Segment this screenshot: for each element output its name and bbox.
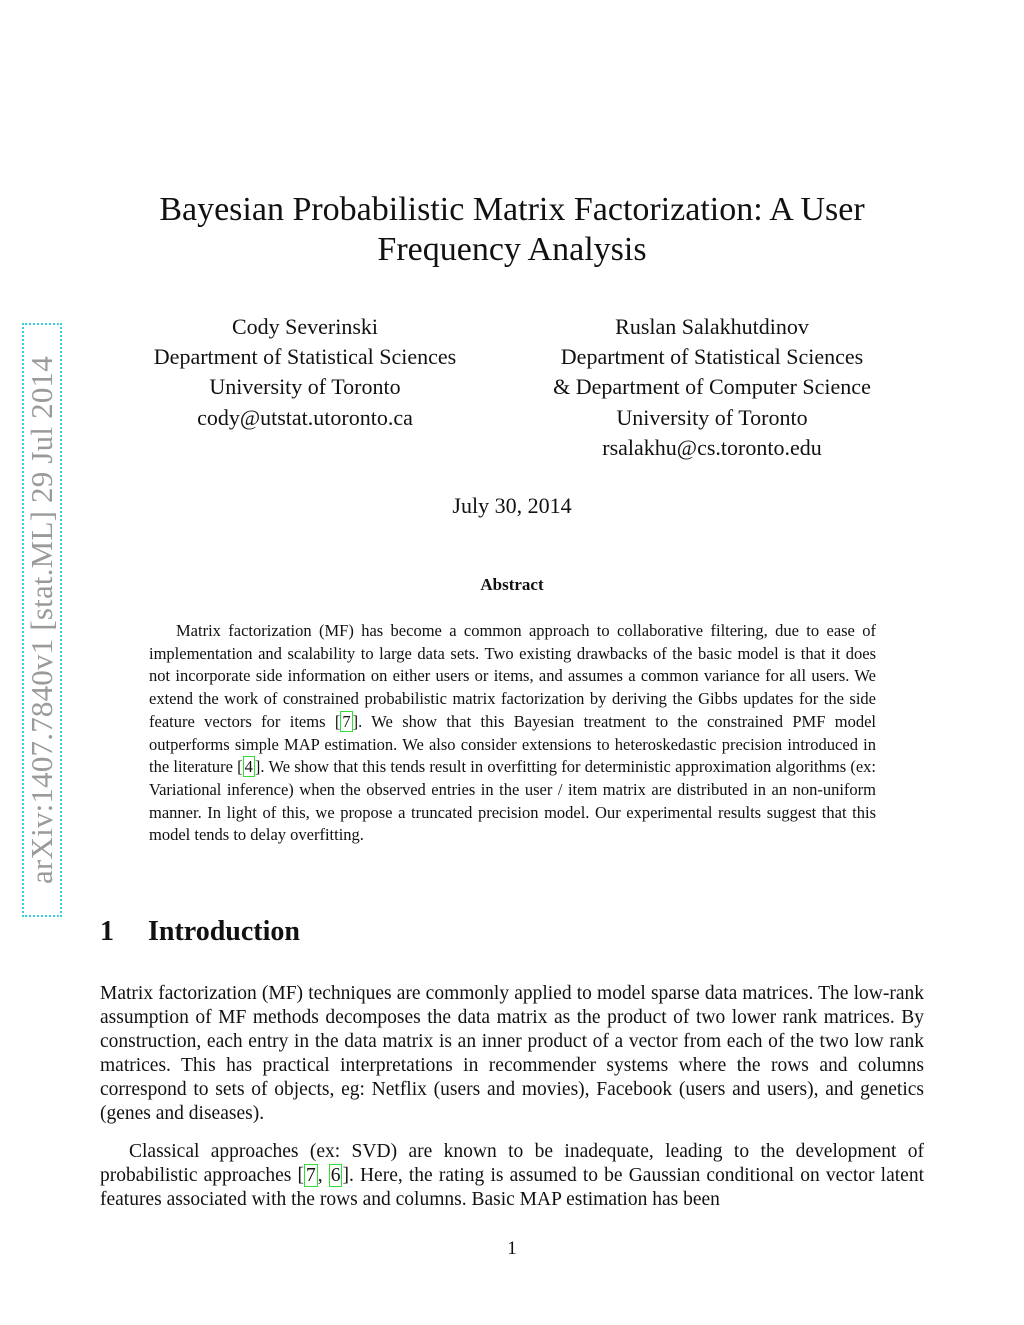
abstract-text: ]. We show that this Bayesian treatment to the constrained PMF model outperforms simple MAP estimation. We also consider extensions to heteroskedastic precision introduced in the literature [ [149,711,876,777]
paper-title: Bayesian Probabilistic Matrix Factorization: A User Frequency Analysis [159,191,865,268]
abstract-text: ]. We show that this tends result in overfitting for deterministic approximation algorithms (ex: Variational inference) when the observed entries in the user / item matrix are distributed in an non-uniform manner. In light of this, we propose a truncated precision model. Our experimental results suggest that this model tends to delay overfitting. [149,757,876,845]
intro-paragraph-2 [100,1140,924,1212]
paper-date: July 30, 2014 [452,493,572,518]
intro-text: Classical approaches (ex: SVD) are known to be inadequate, leading to the development of probabilistic approaches [ [100,1141,924,1187]
abstract-heading: Abstract [480,575,544,594]
citation-link[interactable]: 6 [330,1165,341,1187]
author-affiliation: Department of Statistical Sciences [560,344,864,370]
page-number: 1 [507,1238,517,1259]
author-name: Ruslan Salakhutdinov [615,314,809,339]
author-affiliation: Department of Statistical Sciences [153,344,457,370]
author-email: cody@utstat.utoronto.ca [197,404,413,430]
citation-link[interactable]: 7 [305,1165,316,1187]
section-number: 1 [100,916,114,947]
author-block-1 [110,312,500,433]
intro-text: ]. Here, the rating is assumed to be Gaussian conditional on vector latent features associated with the rows and columns. Basic MAP estimation has been [100,1165,924,1211]
arxiv-stamp[interactable] [22,323,62,917]
abstract-body [149,620,876,847]
author-affiliation: & Department of Computer Science [553,374,871,400]
author-email: rsalakhu@cs.toronto.edu [602,434,822,460]
author-affiliation: University of Toronto [616,404,808,430]
intro-text: , [317,1165,329,1187]
section-heading [100,914,600,950]
author-name: Cody Severinski [231,314,379,339]
abstract-text: Matrix factorization (MF) has become a common approach to collaborative filtering, due to ease of implementation and scalability to large data sets. Two existing drawbacks of the basic model is that it does not incorporate side information on either users or items, and assumes a common variance for all users. We extend the work of constrained probabilistic matrix factorization by deriving the Gibbs updates for the side feature vectors for items [ [149,621,876,731]
author-affiliation: University of Toronto [209,374,401,400]
citation-link[interactable]: 4 [244,757,253,777]
arxiv-stamp-label: arXiv:1407.7840v1 [stat.ML] 29 Jul 2014 [24,356,59,884]
author-block-2 [512,312,912,463]
citation-link[interactable]: 7 [342,711,351,731]
intro-paragraph-1: Matrix factorization (MF) techniques are commonly applied to model sparse data matrices. The low-rank assumption of MF methods decomposes the data matrix as the product of two lower rank matrices. By construction, each entry in the data matrix is an inner product of a vector from each of the two low rank matrices. This has practical interpretations in recommender systems where the rows and columns correspond to sets of objects, eg: Netflix (users and movies), Facebook (users and users), and genetics (genes and diseases). [100,983,924,1125]
section-title: Introduction [148,916,300,947]
